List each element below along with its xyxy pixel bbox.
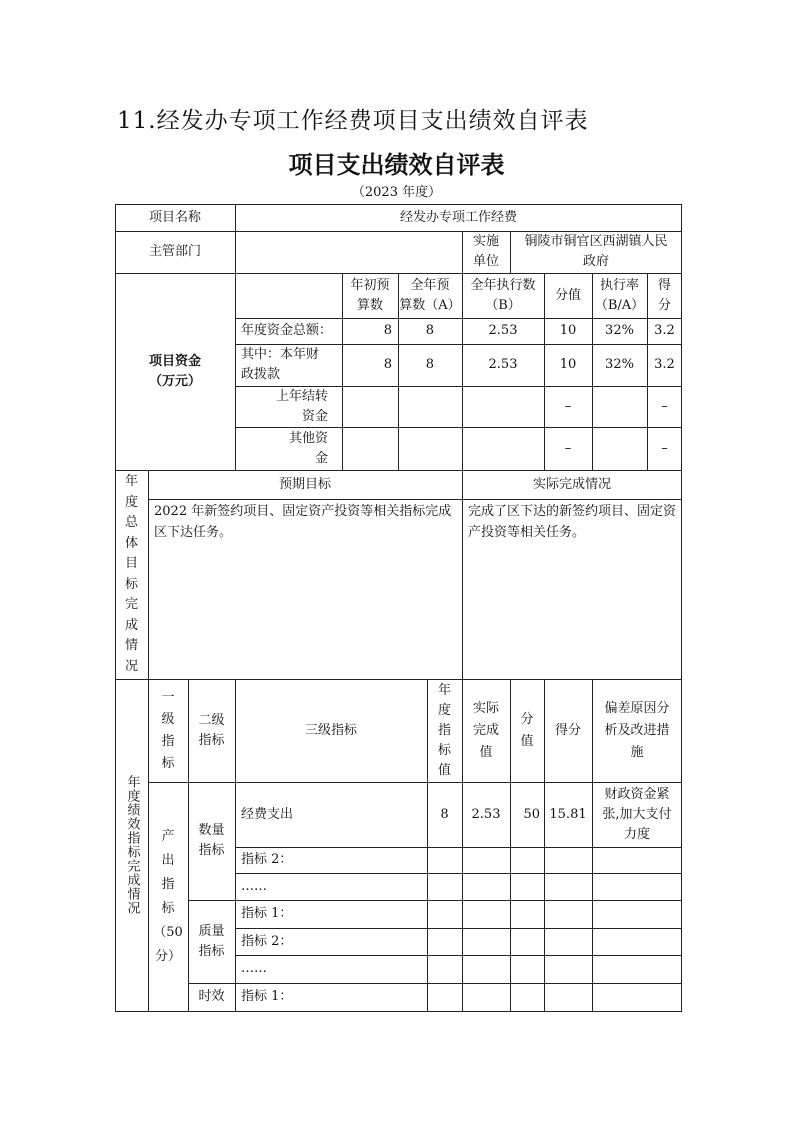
project-funds-label: 项目资金 （万元） <box>148 353 201 389</box>
indicators-section-cell <box>115 679 148 1011</box>
target-header: 年 度 指 标 值 <box>437 682 451 778</box>
funds-cell <box>398 427 462 470</box>
department-value <box>235 231 462 273</box>
funds-row-label: 其中：本年财 政拨款 <box>241 347 320 382</box>
funds-cell: 3.2 <box>654 357 675 372</box>
funds-header-annual-budget: 全年预 算数（A） <box>399 277 461 313</box>
funds-header-executed: 全年执行数 （B） <box>470 277 536 313</box>
funds-cell: 10 <box>559 357 577 372</box>
indicators-section-label: 年度绩效指标完成情况 <box>124 775 140 915</box>
level3-header: 三级指标 <box>304 722 357 738</box>
actual-header: 实际 完成 值 <box>472 700 499 760</box>
funds-row-label: 上年结转 资金 <box>275 388 328 424</box>
level1-header: 一 级 指 标 <box>161 689 175 771</box>
quantity-indicator-label: 数量 指标 <box>198 823 225 858</box>
indicator-reason: 财政资金紧 张,加大支付 力度 <box>602 786 672 842</box>
funds-cell <box>462 386 544 427</box>
funds-cell: 32% <box>605 323 634 338</box>
funds-cell: 2.53 <box>488 357 518 372</box>
funds-cell: – <box>661 440 668 456</box>
funds-cell <box>398 386 462 427</box>
department-label: 主管部门 <box>148 244 201 259</box>
funds-cell <box>342 386 398 427</box>
score-header: 得分 <box>554 722 581 738</box>
project-name-value: 经发办专项工作经费 <box>399 209 517 225</box>
indicator-name: 指标 2： <box>241 933 293 949</box>
funds-cell: – <box>661 398 668 414</box>
indicator-name: 指标 1： <box>241 989 293 1004</box>
indicator-actual: 2.53 <box>471 806 501 822</box>
funds-cell <box>592 386 647 427</box>
funds-row-label: 年度资金总额： <box>241 323 333 338</box>
project-name-label: 项目名称 <box>148 209 201 225</box>
actual-completion-text: 完成了区下达的新签约项目、固定资产投资等相关任务。 <box>468 504 677 540</box>
funds-cell: 8 <box>383 323 392 338</box>
indicator-name: 指标 1： <box>241 906 293 921</box>
funds-header-execution-rate: 执行率 （B/A） <box>594 277 645 313</box>
funds-header-points: 分值 <box>554 287 581 303</box>
funds-cell <box>462 427 544 470</box>
document-heading: 11.经发办专项工作经费项目支出绩效自评表 <box>117 108 589 134</box>
level2-header: 二级 指标 <box>198 712 225 748</box>
indicator-score: 15.81 <box>549 806 587 822</box>
funds-cell <box>592 427 647 470</box>
expected-goal-header: 预期目标 <box>278 476 331 492</box>
implementing-unit-label: 实施 单位 <box>472 234 499 269</box>
funds-cell: 3.2 <box>654 323 675 338</box>
indicator-name: 经费支出 <box>241 806 294 822</box>
output-indicator-label: 产 出 指 标 （50 分） <box>153 828 183 964</box>
funds-cell <box>342 427 398 470</box>
indicator-name: …… <box>241 961 267 976</box>
expected-goal-text: 2022 年新签约项目、固定资产投资等相关指标完成区下达任务。 <box>154 504 452 540</box>
funds-row-label: 其他资 金 <box>288 430 328 466</box>
funds-cell: – <box>564 398 572 414</box>
implementing-unit-value: 铜陵市铜官区西湖镇人民 政府 <box>524 234 668 269</box>
overall-goal-label: 年 度 总 体 目 标 完 成 情 况 <box>124 474 138 674</box>
points-header: 分 值 <box>520 711 534 749</box>
indicator-target: 8 <box>440 806 449 822</box>
indicator-points: 50 <box>523 806 540 822</box>
table-title: 项目支出绩效自评表 <box>288 151 505 179</box>
indicator-name: 指标 2： <box>241 852 293 867</box>
funds-cell: 8 <box>425 357 434 372</box>
indicator-name: …… <box>241 878 267 894</box>
funds-cell: 2.53 <box>488 323 518 338</box>
funds-header-initial-budget: 年初预 算数 <box>350 277 390 313</box>
timeliness-indicator-label: 时效 <box>198 989 225 1004</box>
funds-cell: 10 <box>559 323 577 338</box>
funds-header-score: 得 分 <box>657 277 671 313</box>
funds-cell: 8 <box>425 323 434 338</box>
funds-cell: – <box>564 440 572 456</box>
year-label: （2023 年度） <box>351 185 442 200</box>
funds-cell: 8 <box>383 357 392 372</box>
quality-indicator-label: 质量 指标 <box>198 923 225 959</box>
funds-cell: 32% <box>605 357 634 372</box>
actual-completion-header: 实际完成情况 <box>532 476 611 492</box>
deviation-reason-header: 偏差原因分 析及改进措 施 <box>604 700 670 760</box>
